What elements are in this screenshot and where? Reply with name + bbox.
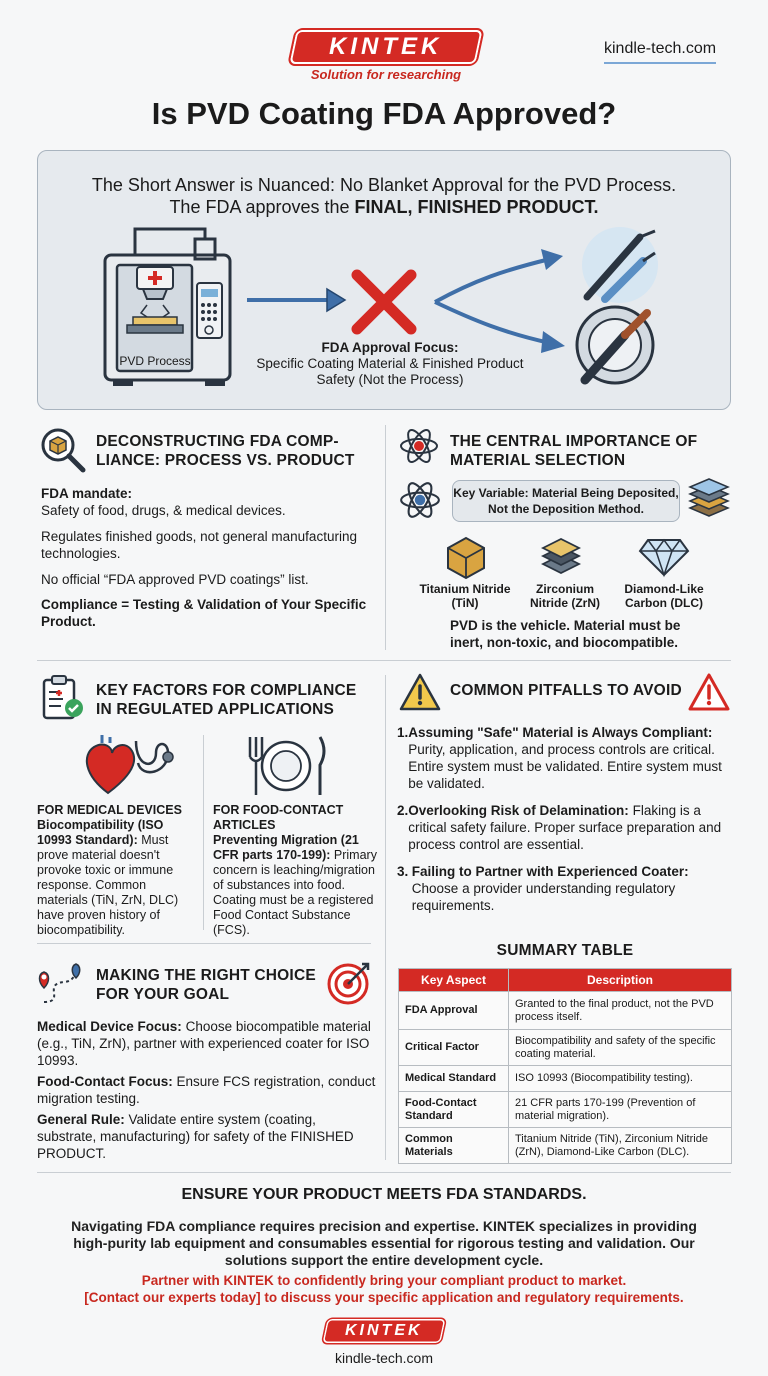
cta-body: Navigating FDA compliance requires precision and expertise. KINTEK specializes in providing high-purity lab equipment and consumables essential for rigorous testing and validation. Our solutions support the entire development cycle. <box>71 1218 697 1268</box>
pitfalls-heading: COMMON PITFALLS TO AVOID <box>450 682 682 699</box>
table-header-desc: Description <box>509 969 732 992</box>
route-pin-icon <box>36 958 88 1008</box>
key-factors-heading: KEY FACTORS FOR COMPLIANCE IN REGULATED APPLICATIONS <box>96 682 357 718</box>
divider-h-2 <box>37 943 371 944</box>
deconstruct-p3: No official “FDA approved PVD coatings” list. <box>41 572 309 587</box>
hero-line-1: The Short Answer is Nuanced: No Blanket Approval for the PVD Process. <box>91 175 677 195</box>
pitfall-2: 2. Overlooking Risk of Delamination: Flaking is a critical safety failure. Proper surface preparation and process control are essential. <box>397 803 722 852</box>
warning-red-icon <box>686 672 732 712</box>
warning-icon <box>398 672 442 712</box>
divider-h-3 <box>37 1172 731 1173</box>
target-icon <box>326 960 372 1006</box>
heart-stethoscope-icon <box>78 733 176 799</box>
materials-note: PVD is the vehicle. Material must be inert, non-toxic, and biocompatible. <box>450 618 681 650</box>
site-link-top[interactable]: kindle-tech.com <box>604 40 716 64</box>
hero-line-2: The FDA approves the FINAL, FINISHED PRODUCT. <box>169 197 599 217</box>
tin-cube-icon <box>443 534 489 580</box>
deconstruct-p2: Regulates finished goods, not general manufacturing technologies. <box>41 529 357 561</box>
table-row: Common Materials Titanium Nitride (TiN), Zirconium Nitride (ZrN), Diamond-Like Carbon (DLC). <box>399 1128 732 1164</box>
atom-icon-small <box>398 478 442 522</box>
plate-cutlery-icon <box>240 733 332 799</box>
material-tin-label: Titanium Nitride (TiN) <box>419 582 511 610</box>
choice-food: Food-Contact Focus: Ensure FCS registration, conduct migration testing. <box>37 1074 376 1106</box>
divider-h-1 <box>37 660 731 661</box>
choice-medical: Medical Device Focus: Choose biocompatible material (e.g., TiN, ZrN), partner with experienced coater for ISO 10993. <box>37 1019 371 1068</box>
pitfall-1: 1. Assuming "Safe" Material is Always Compliant: Purity, application, and process controls are critical. Entire system must be validated. Entire system must be validated. <box>397 725 722 791</box>
cta-contact[interactable]: Partner with KINTEK to confidently bring your compliant product to market. [Contact our experts today] to discuss your specific application and regulatory requirements. <box>84 1273 684 1305</box>
zrn-layers-icon <box>538 534 584 580</box>
key-variable-box: Key Variable: Material Being Deposited, Not the Deposition Method. <box>452 480 680 522</box>
logo-text: KINTEK <box>329 33 443 60</box>
table-header-key: Key Aspect <box>399 969 509 992</box>
page-title: Is PVD Coating FDA Approved? <box>151 96 617 131</box>
fda-mandate: FDA mandate: Safety of food, drugs, & medical devices. <box>41 486 286 518</box>
plate-knife-icon <box>577 307 653 383</box>
deconstruct-heading: DECONSTRUCTING FDA COMP- LIANCE: PROCESS VS. PRODUCT <box>96 433 355 469</box>
site-link-bottom[interactable]: kindle-tech.com <box>334 1350 434 1366</box>
deconstruct-p4: Compliance = Testing & Validation of Your Specific Product. <box>41 597 367 629</box>
choice-heading: MAKING THE RIGHT CHOICE FOR YOUR GOAL <box>96 967 316 1003</box>
machine-label: PVD Process <box>119 354 191 368</box>
medical-tools-icon <box>582 227 658 303</box>
tagline: Solution for researching <box>310 67 462 82</box>
kintek-logo <box>289 30 482 64</box>
table-row: FDA Approval Granted to the final product, not the PVD process itself. <box>399 992 732 1030</box>
divider-v-2 <box>385 675 386 1160</box>
summary-table <box>398 968 732 1164</box>
table-row: Food-Contact Standard 21 CFR parts 170-199 (Prevention of material migration). <box>399 1092 732 1128</box>
summary-heading: SUMMARY TABLE <box>496 942 634 959</box>
material-dlc-label: Diamond-Like Carbon (DLC) <box>624 582 704 610</box>
pitfall-3: 3. Failing to Partner with Experienced Coater: Choose a provider understanding regulatory requirements. <box>397 864 689 913</box>
food-contact-block: FOR FOOD-CONTACT ARTICLES Preventing Migration (21 CFR parts 170-199): Primary concern is leaching/migration of substances into food. Coating must be a registered Food Contact Substance (FCS). <box>213 803 377 937</box>
red-x-icon <box>357 275 411 329</box>
focus-text: FDA Approval Focus: Specific Coating Material & Finished Product Safety (Not the Process) <box>256 340 524 387</box>
choice-general: General Rule: Validate entire system (coating, substrate, manufacturing) for safety of the FINISHED PRODUCT. <box>37 1112 354 1161</box>
materials-heading: THE CENTRAL IMPORTANCE OF MATERIAL SELECTION <box>450 433 698 469</box>
diamond-icon <box>638 536 690 578</box>
layers-icon <box>686 476 732 522</box>
cta-heading: ENSURE YOUR PRODUCT MEETS FDA STANDARDS. <box>181 1186 587 1203</box>
divider-v-1 <box>385 425 386 650</box>
magnifier-box-icon <box>38 425 88 475</box>
logo-text-footer: KINTEK <box>345 1322 423 1339</box>
clipboard-check-icon <box>38 674 86 722</box>
atom-icon <box>398 425 440 467</box>
material-zrn-label: Zirconium Nitride (ZrN) <box>530 582 600 610</box>
table-row: Medical Standard ISO 10993 (Biocompatibility testing). <box>399 1066 732 1092</box>
kintek-logo-footer <box>322 1319 445 1343</box>
table-row: Critical Factor Biocompatibility and safety of the specific coating material. <box>399 1030 732 1066</box>
medical-devices-block: FOR MEDICAL DEVICES Biocompatibility (ISO 10993 Standard): Must prove material doesn't provoke toxic or immune response. Common materials (TiN, ZrN, DLC) have proven history of biocompatibility. <box>37 803 182 937</box>
divider-v-factors <box>203 735 204 930</box>
